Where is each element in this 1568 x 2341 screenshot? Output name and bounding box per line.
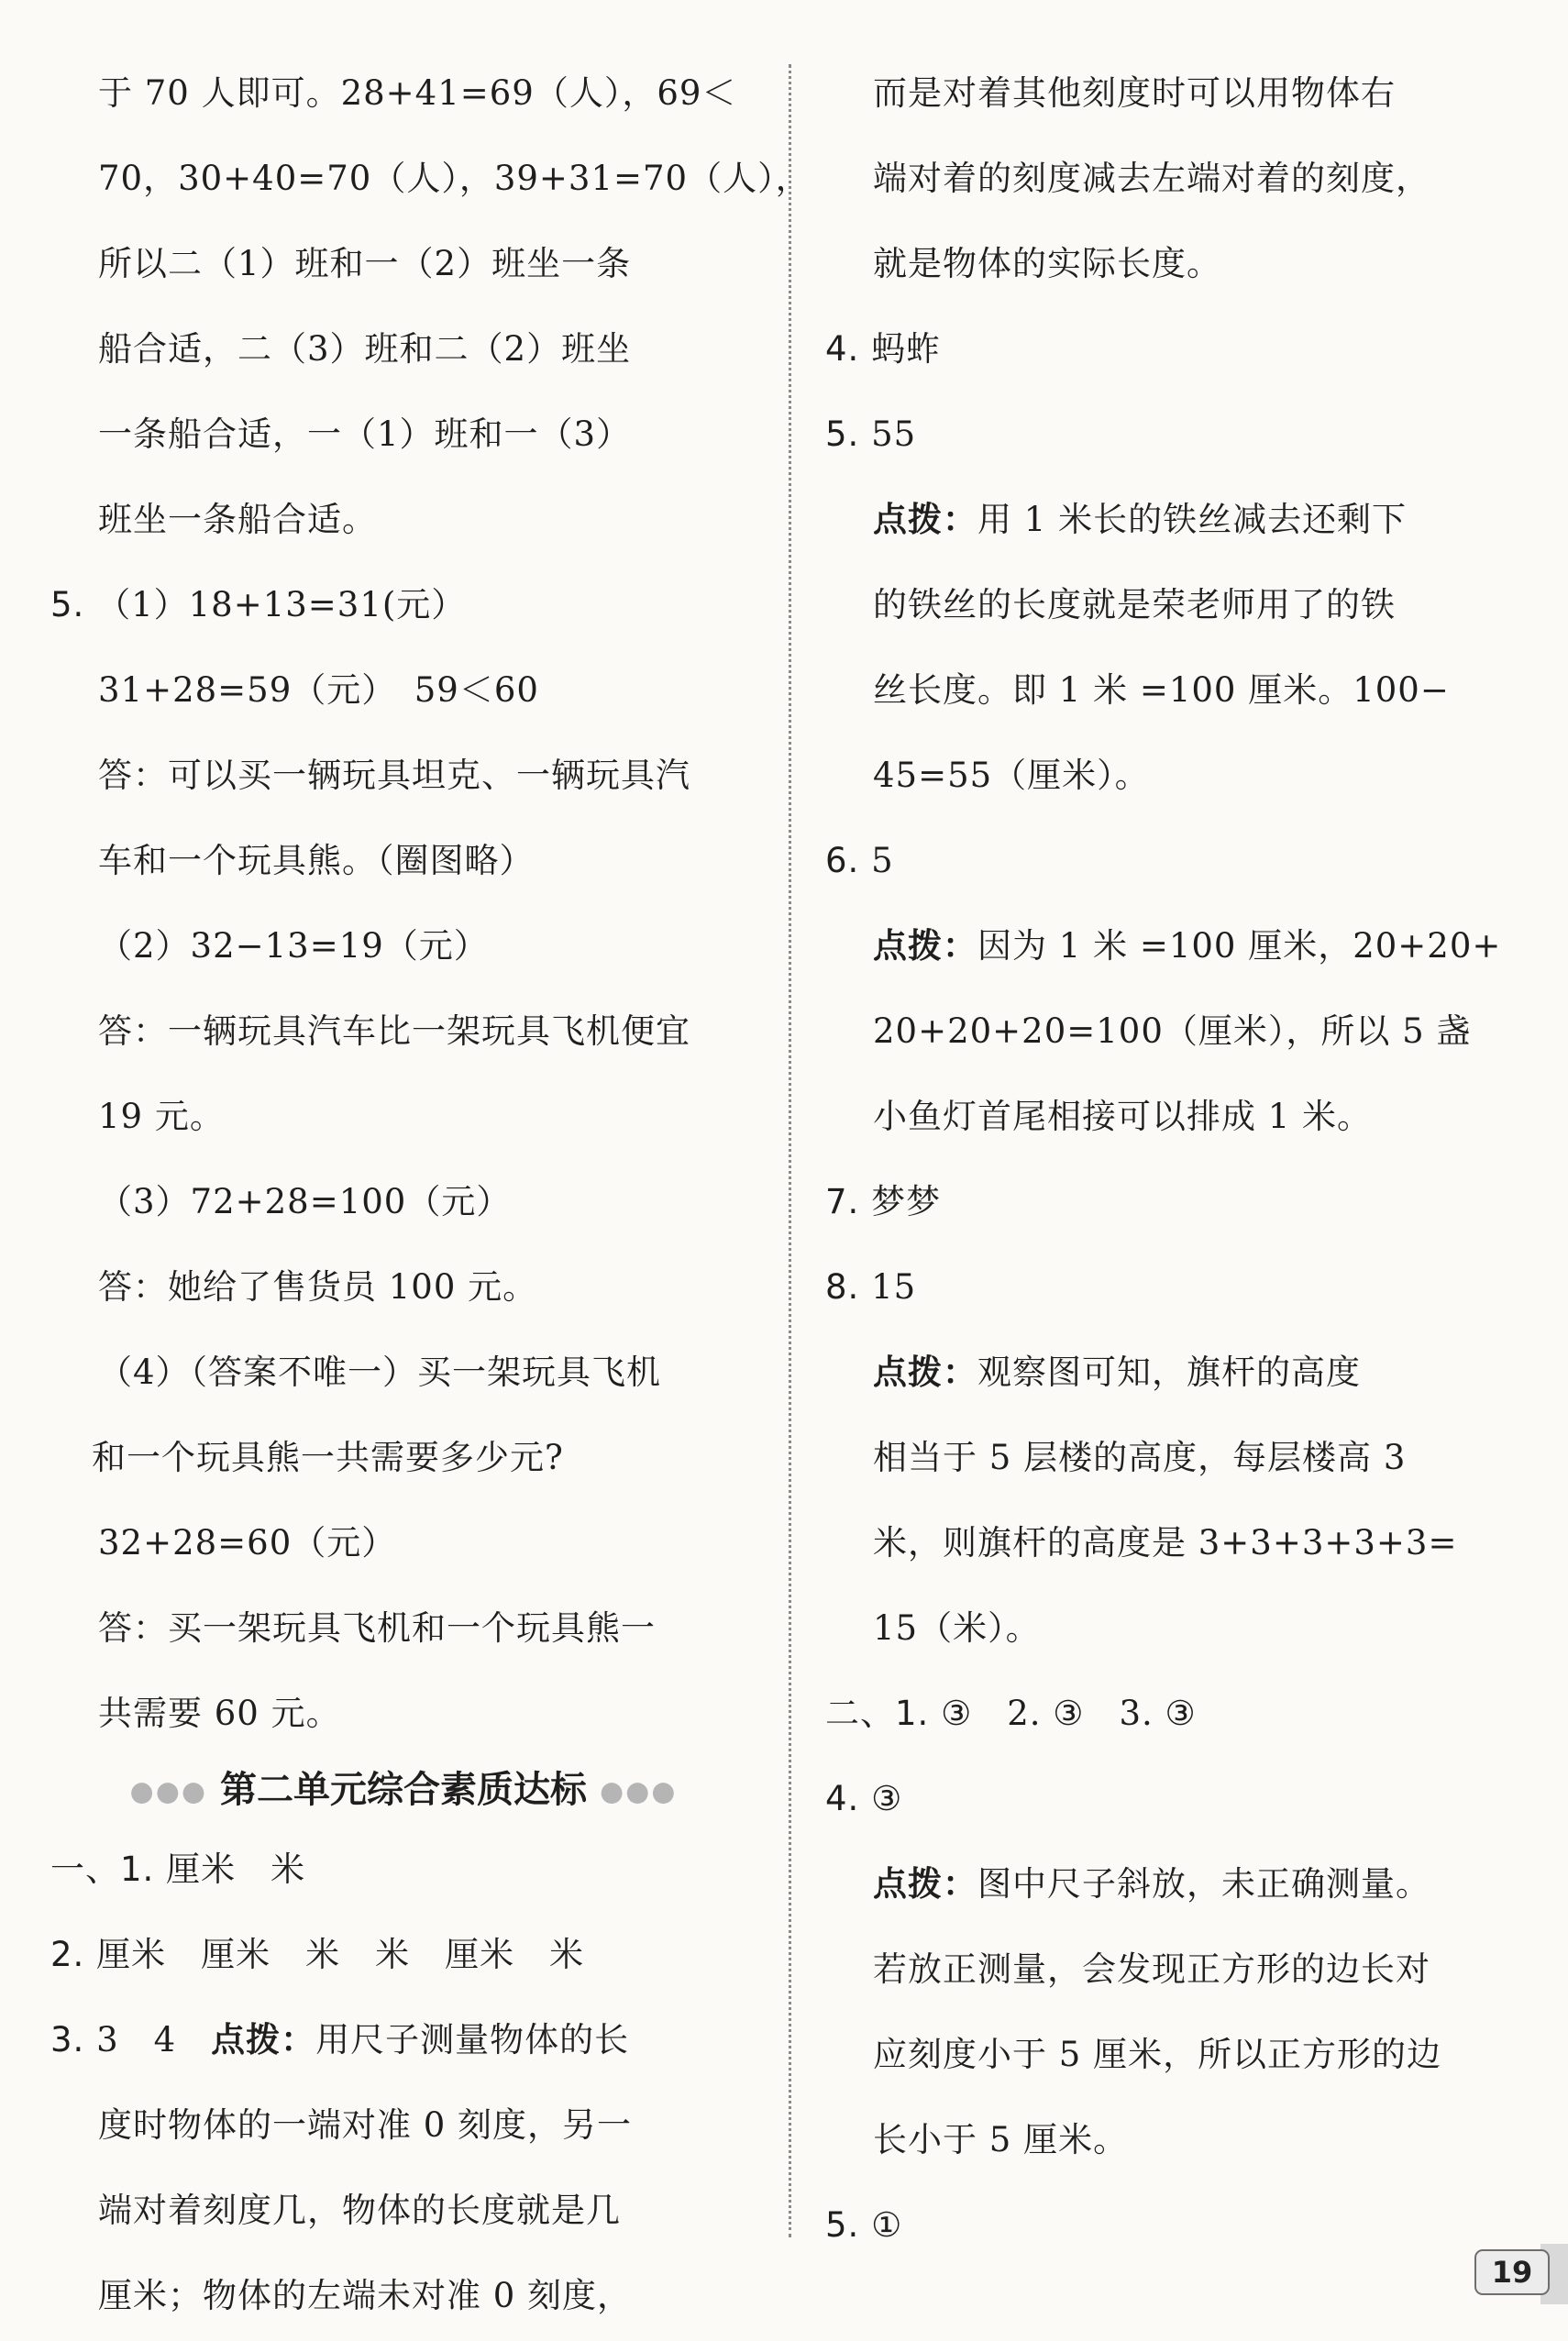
line-text: （1）18+13=31(元） [96,585,467,624]
line-text: 和一个玩具熊一共需要多少元? [92,1438,564,1477]
left-column [50,50,811,2338]
answer-line [50,818,756,903]
line-text: 梦梦 [871,1182,942,1221]
line-text: 15 [871,1267,917,1307]
line-text: （2）32−13=19（元） [98,926,489,966]
line-text: 若放正测量，会发现正方形的边长对 [873,1949,1430,1989]
item-number: 5. [50,585,97,624]
answer-line [50,1585,756,1671]
answer-line [50,1671,756,1756]
answer-line [825,221,1531,306]
left-answer-lines [50,50,811,1756]
line-text: （3）72+28=100（元） [98,1182,512,1221]
line-text: ③ 2. ③ 3. ③ [941,1694,1197,1733]
line-text: 端对着刻度几，物体的长度就是几 [98,2190,621,2230]
line-text: 车和一个玩具熊。（圈图略） [98,841,535,880]
answer-line [825,988,1531,1074]
line-text: 19 元。 [98,1097,225,1136]
line-text: 于 70 人即可。28+41=69（人），69＜ [98,73,737,113]
answer-line [50,562,756,647]
answer-line [50,1159,756,1244]
line-text: 答：一辆玩具汽车比一架玩具飞机便宜 [98,1011,690,1051]
page-number: 19 [1474,2249,1550,2295]
line-text: 船合适，二（3）班和二（2）班坐 [98,329,632,369]
answer-line [825,1330,1531,1415]
answer-line [825,2182,1531,2268]
item-number: 5. [825,2205,872,2245]
item-number: 5. [825,414,872,454]
line-text: 所以二（1）班和一（2）班坐一条 [98,244,632,283]
answer-line [825,392,1531,477]
answer-line [825,1927,1531,2012]
answer-line [825,1671,1531,1756]
item-number: 7. [825,1182,872,1221]
line-text: （4）（答案不唯一）买一架玩具飞机 [98,1353,662,1392]
hint-text: 观察图可知，旗杆的高度 [977,1353,1361,1392]
line-text: 相当于 5 层楼的高度，每层楼高 3 [873,1438,1407,1477]
line-text: 小鱼灯首尾相接可以排成 1 米。 [873,1097,1373,1136]
item-number: 一、1. [50,1849,167,1889]
answer-line [50,392,756,477]
line-text: 蚂蚱 [871,329,942,369]
answer-line [50,1997,756,2082]
answer-line [825,1500,1531,1585]
line-text: 答：买一架玩具飞机和一个玩具熊一 [98,1608,656,1648]
answer-line [825,1244,1531,1330]
hint-text: 用 1 米长的铁丝减去还剩下 [977,500,1408,539]
line-text: 就是物体的实际长度。 [873,244,1221,283]
line-text: ③ [871,1779,903,1818]
answer-line [825,136,1531,221]
answer-line [50,988,756,1074]
answer-line [825,1159,1531,1244]
answer-line [825,1585,1531,1671]
answer-line [50,1500,756,1585]
item-number: 3. [50,2019,97,2059]
answer-line [50,306,756,392]
section-heading [73,1756,734,1827]
hint-label: 点拨： [873,500,977,539]
answer-line [50,1330,756,1415]
answer-line [50,2253,756,2338]
line-text: 55 [871,414,917,454]
answer-line [825,733,1531,818]
line-text: 31+28=59（元） 59＜60 [98,670,539,710]
decor-dots-left: ●●● [129,1775,208,1808]
item-number: 4. [825,329,872,369]
hint-label: 点拨： [873,1353,977,1392]
line-text: 班坐一条船合适。 [98,500,377,539]
line-text: 厘米；物体的左端未对准 0 刻度， [98,2275,633,2315]
answer-line [825,1756,1531,1841]
answer-line [50,1912,756,1997]
line-text: 共需要 60 元。 [98,1694,341,1733]
line-text: 答：她给了售货员 100 元。 [98,1267,538,1307]
line-text: 长小于 5 厘米。 [873,2120,1129,2159]
line-text: 度时物体的一端对准 0 刻度，另一 [98,2104,633,2145]
line-text: 一条船合适，一（1）班和一（3） [98,414,632,454]
item-number: 6. [825,841,872,880]
answer-line [50,647,756,733]
answer-line [50,1415,756,1500]
item-number: 8. [825,1267,872,1307]
hint-label: 点拨： [873,926,977,966]
answer-line [825,1074,1531,1159]
line-text: ① [871,2205,903,2245]
answer-line [50,2168,756,2253]
answer-line [50,477,756,562]
answer-line [825,477,1531,562]
answer-line [825,306,1531,392]
answer-line [825,1841,1531,1927]
hint-text: 用尺子测量物体的长 [315,2019,630,2059]
answer-line [825,2097,1531,2182]
line-text: 端对着的刻度减去左端对着的刻度， [873,159,1430,198]
right-answer-lines [825,50,1531,2268]
answer-line [825,1415,1531,1500]
column-divider [789,64,791,2237]
answer-line [50,903,756,988]
item-number: 4. [825,1779,872,1818]
hint-text: 图中尺子斜放，未正确测量。 [977,1864,1430,1904]
item-number: 二、1. [825,1694,942,1733]
line-text: 70，30+40=70（人），39+31=70（人）， [98,159,811,198]
answer-line [50,733,756,818]
line-text: 3 4 [96,2019,212,2059]
answer-line [50,1074,756,1159]
hint-label: 点拨： [211,2019,316,2059]
answer-line [825,50,1531,136]
answer-line [825,903,1531,988]
line-text: 的铁丝的长度就是荣老师用了的铁 [873,585,1396,624]
answer-line [50,1244,756,1330]
hint-label: 点拨： [873,1864,977,1904]
decor-dots-right: ●●● [599,1775,678,1808]
answer-line [825,562,1531,647]
line-text: 丝长度。即 1 米 =100 厘米。100− [873,670,1450,710]
line-text: 20+20+20=100（厘米），所以 5 盏 [873,1011,1472,1051]
line-text: 厘米 米 [166,1849,306,1889]
answer-line [50,221,756,306]
line-text: 32+28=60（元） [98,1523,397,1563]
answer-line [825,647,1531,733]
line-text: 答：可以买一辆玩具坦克、一辆玩具汽 [98,756,690,795]
right-column [825,50,1531,2268]
hint-text: 因为 1 米 =100 厘米，20+20+ [977,926,1502,966]
line-text: 而是对着其他刻度时可以用物体右 [873,73,1396,113]
answer-line [50,50,756,136]
item-number: 2. [50,1934,97,1974]
answer-line [825,2012,1531,2097]
answer-line [50,2082,756,2168]
line-text: 厘米 厘米 米 米 厘米 米 [96,1934,585,1974]
line-text: 5 [871,841,894,880]
answer-line [825,818,1531,903]
left-answer-lines-after [50,1827,756,2338]
section-title-text: 第二单元综合素质达标 [220,1769,587,1811]
answer-line [50,136,811,221]
line-text: 15（米）。 [873,1608,1041,1648]
line-text: 45=55（厘米）。 [873,756,1150,795]
line-text: 米，则旗杆的高度是 3+3+3+3+3= [873,1523,1458,1563]
line-text: 应刻度小于 5 厘米，所以正方形的边 [873,2035,1442,2074]
answer-line [50,1827,756,1912]
